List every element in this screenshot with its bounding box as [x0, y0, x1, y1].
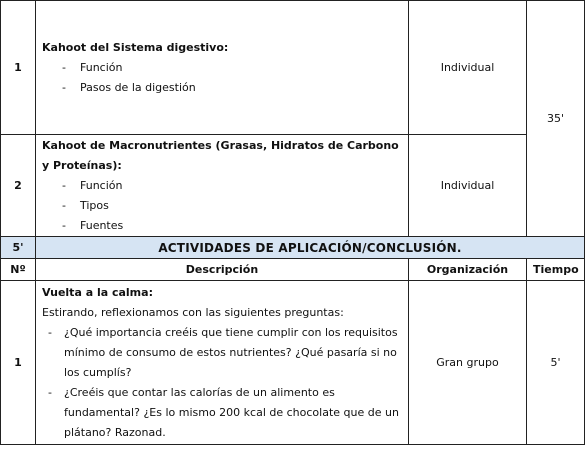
- row-number: 2: [1, 135, 36, 237]
- list-item: - ¿Qué importancia creéis que tiene cumplir con los requisitos mínimo de consumo de estos nutrientes? ¿Qué pasaría si no los cumplís?: [42, 323, 402, 383]
- table-row: [1, 281, 585, 445]
- section-title: ACTIVIDADES DE APLICACIÓN/CONCLUSIÓN.: [36, 237, 585, 259]
- question-list: [42, 323, 402, 443]
- activity-title: Kahoot de Macronutrientes (Grasas, Hidratos de Carbono y Proteínas):: [42, 138, 399, 172]
- table-row: [1, 1, 585, 135]
- activity-title: Kahoot del Sistema digestivo:: [42, 40, 229, 54]
- list-item: - Función: [42, 176, 402, 196]
- activity-intro: Estirando, reflexionamos con las siguientes preguntas:: [42, 305, 344, 319]
- list-item: - ¿Creéis que contar las calorías de un alimento es fundamental? ¿Es lo mismo 200 kcal de chocolate que de un plátano? Razonad.: [42, 383, 402, 443]
- row-number: 1: [1, 281, 36, 445]
- activity-list: [42, 58, 402, 98]
- activity-description: [36, 281, 409, 445]
- activity-description: [36, 1, 409, 135]
- activity-title: Vuelta a la calma:: [42, 285, 153, 299]
- column-header-organization: Organización: [409, 259, 527, 281]
- activity-description: [36, 135, 409, 237]
- column-header-time: Tiempo: [527, 259, 585, 281]
- list-item: - Pasos de la digestión: [42, 78, 402, 98]
- section-header-row: [1, 237, 585, 259]
- column-header-description: Descripción: [36, 259, 409, 281]
- organization-cell: Individual: [409, 135, 527, 237]
- section-time: 5': [1, 237, 36, 259]
- column-header-row: [1, 259, 585, 281]
- table-row: [1, 135, 585, 237]
- list-item: - Función: [42, 58, 402, 78]
- activity-list: [42, 176, 402, 236]
- list-item: - Fuentes: [42, 216, 402, 236]
- organization-cell: Gran grupo: [409, 281, 527, 445]
- time-cell: 5': [527, 281, 585, 445]
- row-number: 1: [1, 1, 36, 135]
- organization-cell: Individual: [409, 1, 527, 135]
- column-header-num: Nº: [1, 259, 36, 281]
- list-item: - Tipos: [42, 196, 402, 216]
- time-cell: 35': [527, 1, 585, 237]
